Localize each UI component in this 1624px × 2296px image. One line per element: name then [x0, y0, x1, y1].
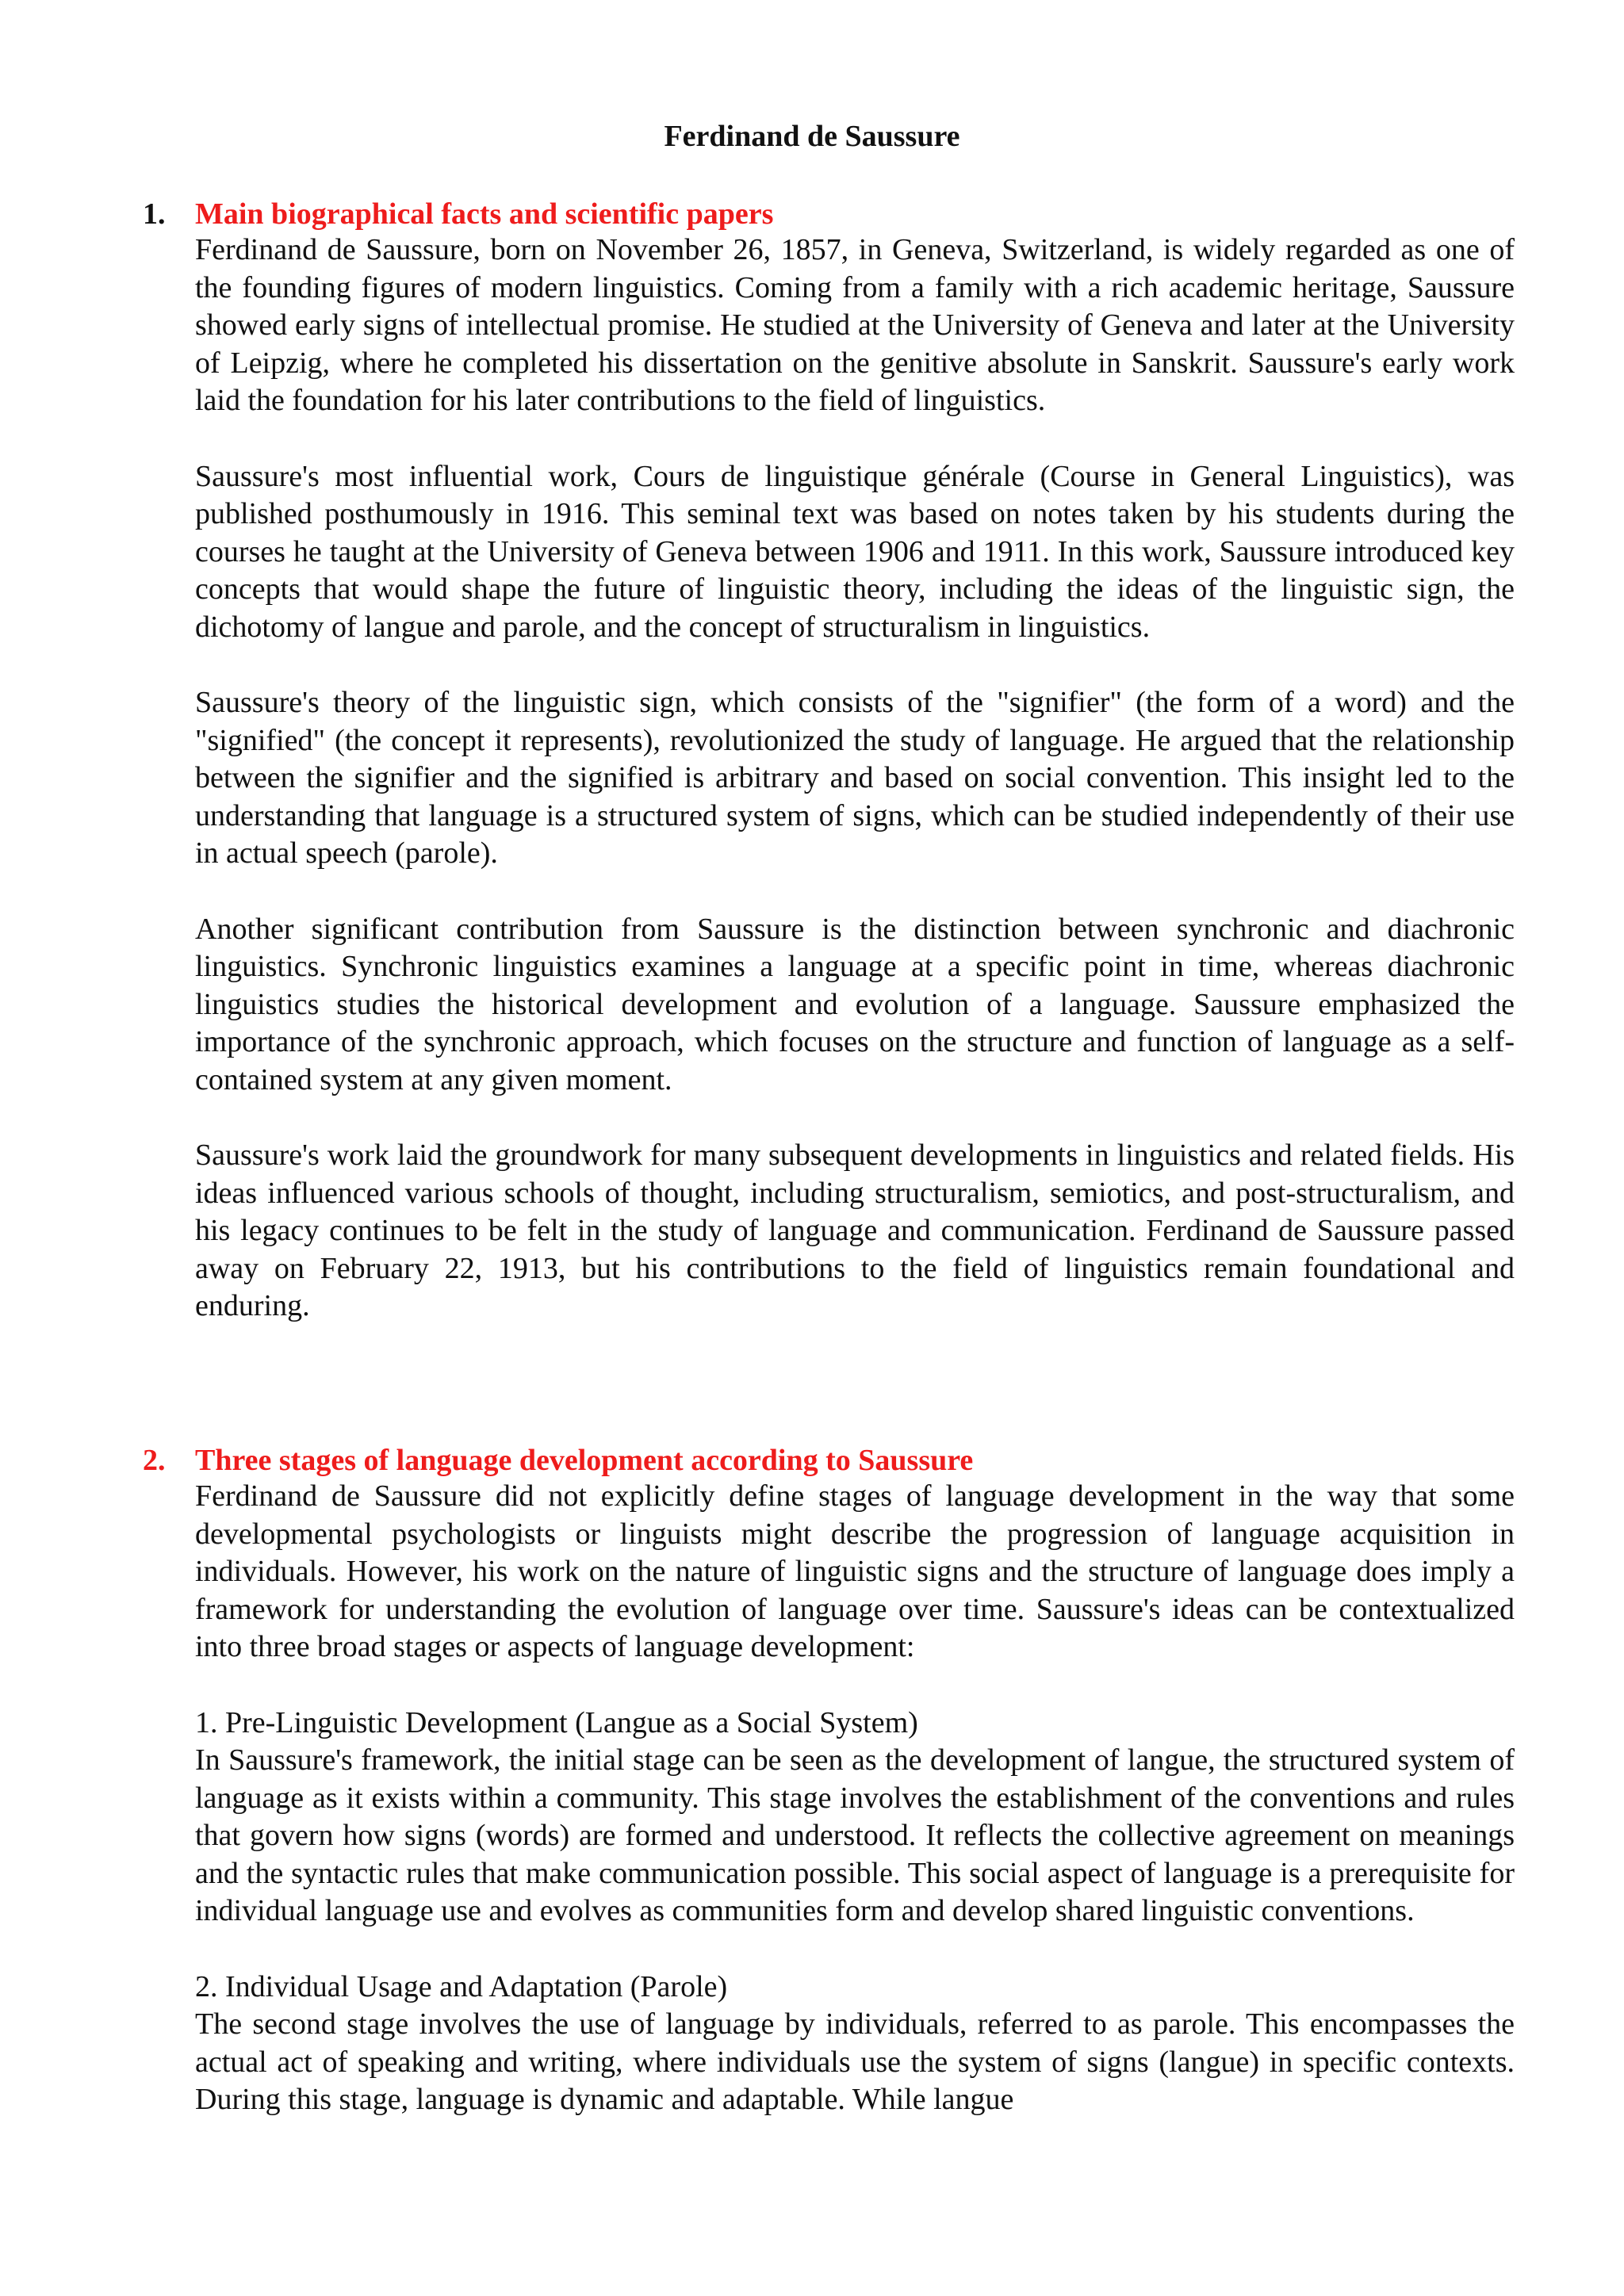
stage-1-text: In Saussure's framework, the initial stage can be seen as the development of langue, the structured system of language as it exists within a community. This stage involves the establishment of the conventions and rules that govern how signs (words) are formed and understood. It reflects the collective agreement on meanings and the syntactic rules that make communication possible. This social aspect of language is a prerequisite for individual language use and evolves as communities form and develop shared linguistic conventions. [195, 1743, 1515, 1927]
section-1-paragraph-1: Ferdinand de Saussure, born on November 26, 1857, in Geneva, Switzerland, is widely regarded as one of the founding figures of modern linguistics. Coming from a family with a rich academic heritage, Saussure showed early signs of intellectual promise. He studied at the University of Geneva and later at the University of Leipzig, where he completed his dissertation on the genitive absolute in Sanskrit. Saussure's early work laid the foundation for his later contributions to the field of linguistics. [195, 233, 1515, 417]
section-1-paragraph-2: Saussure's most influential work, Cours de linguistique générale (Course in General Linguistics), was published posthumously in 1916. This seminal text was based on notes taken by his students during the courses he taught at the University of Geneva between 1906 and 1911. In this work, Saussure introduced key concepts that would shape the future of linguistic theory, including the ideas of the linguistic sign, the dichotomy of langue and parole, and the concept of structuralism in linguistics. [195, 459, 1515, 644]
stage-1-title: 1. Pre-Linguistic Development (Langue as a Social System) [195, 1705, 918, 1739]
section-2-intro: Ferdinand de Saussure did not explicitly define stages of language development in the way that some developmental psychologists or linguists might describe the progression of language acquisition in individuals. However, his work on the nature of linguistic signs and the structure of language does imply a framework for understanding the evolution of language over time. Saussure's ideas can be contextualized into three broad stages or aspects of language development: [195, 1479, 1515, 1663]
stage-2-text: The second stage involves the use of language by individuals, referred to as parole. This encompasses the actual act of speaking and writing, where individuals use the system of signs (langue) in specific contexts. During this stage, language is dynamic and adaptable. While langue [195, 2007, 1515, 2116]
section-1-paragraph-3: Saussure's theory of the linguistic sign, which consists of the "signifier" (the form of a word) and the "signified" (the concept it represents), revolutionized the study of language. He argued that the relationship between the signifier and the signified is arbitrary and based on social convention. This insight led to the understanding that language is a structured system of signs, which can be studied independently of their use in actual speech (parole). [195, 686, 1515, 870]
section-1-body [195, 232, 1515, 1326]
section-1-title: Main biographical facts and scientific papers [195, 197, 774, 231]
section-2-title: Three stages of language development according to Saussure [195, 1444, 974, 1477]
section-1-number: 1. [143, 197, 166, 231]
section-1-paragraph-4: Another significant contribution from Saussure is the distinction between synchronic and diachronic linguistics. Synchronic linguistics examines a language at a specific point in time, whereas diachronic linguistics studies the historical development and evolution of a language. Saussure emphasized the importance of the synchronic approach, which focuses on the structure and function of language as a self-contained system at any given moment. [195, 912, 1515, 1096]
section-2-number: 2. [143, 1444, 166, 1477]
section-2-body [195, 1478, 1515, 2119]
section-1-paragraph-5: Saussure's work laid the groundwork for many subsequent developments in linguistics and related fields. His ideas influenced various schools of thought, including structuralism, semiotics, and post-structuralism, and his legacy continues to be felt in the study of language and communication. Ferdinand de Saussure passed away on February 22, 1913, but his contributions to the field of linguistics remain foundational and enduring. [195, 1138, 1515, 1322]
stage-2-title: 2. Individual Usage and Adaptation (Parole) [195, 1969, 728, 2003]
document-title: Ferdinand de Saussure [664, 120, 960, 153]
